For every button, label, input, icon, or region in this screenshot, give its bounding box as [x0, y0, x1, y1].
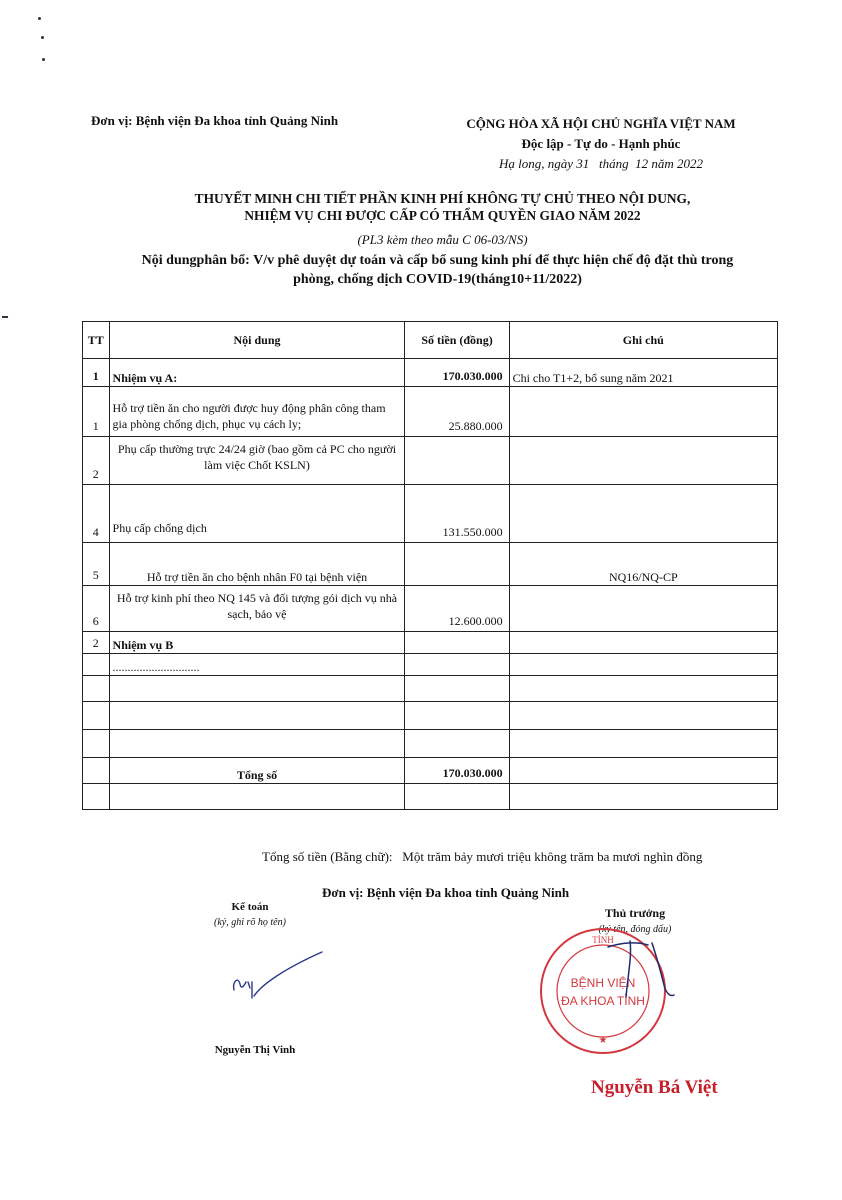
stamp-text-1: BỆNH VIỆN: [570, 976, 636, 990]
header-note: Ghi chú: [509, 322, 777, 359]
cell-amount: [405, 654, 509, 676]
stamp-text-2: ĐA KHOA TỈNH: [561, 994, 645, 1008]
head-name: Nguyễn Bá Việt: [591, 1077, 718, 1098]
cell-content: Hỗ trợ tiền ăn cho người được huy động phân công tham gia phòng chống dịch, phục vụ cách ly;: [109, 387, 405, 437]
budget-table: [82, 321, 778, 810]
footer-unit: Đơn vị: Bệnh viện Đa khoa tỉnh Quảng Ninh: [322, 885, 570, 900]
accountant-note: (ký, ghi rõ họ tên): [214, 917, 286, 928]
cell-note: Chi cho T1+2, bổ sung năm 2021: [509, 359, 777, 387]
table-row: [83, 632, 778, 654]
accountant-name: Nguyễn Thị Vinh: [214, 1044, 296, 1056]
cell-content: Phụ cấp thường trực 24/24 giờ (bao gồm cả PC cho người làm việc Chốt KSLN): [109, 437, 405, 485]
table-row: [83, 654, 778, 676]
table-row-empty: [83, 730, 778, 758]
header-tt: TT: [83, 322, 110, 359]
total-in-words: Tổng số tiền (Bằng chữ): Một trăm bảy mươi triệu không trăm ba mươi nghìn đồng: [262, 849, 703, 864]
cell-amount: 131.550.000: [405, 485, 509, 543]
table-header-row: [83, 322, 778, 359]
scan-speck: [38, 17, 41, 20]
table-row-empty: [83, 702, 778, 730]
cell-note: NQ16/NQ-CP: [509, 543, 777, 586]
table-row-empty: [83, 784, 778, 810]
cell-tt: 2: [83, 632, 110, 654]
header-amount: Số tiền (đồng): [405, 322, 509, 359]
cell-amount: [405, 437, 509, 485]
svg-text:TỈNH: TỈNH: [592, 935, 614, 945]
cell-note: [509, 632, 777, 654]
table-row: [83, 359, 778, 387]
doc-title-line2: NHIỆM VỤ CHI ĐƯỢC CẤP CÓ THẨM QUYỀN GIAO NĂM 2022: [244, 208, 641, 223]
cell-note: [509, 485, 777, 543]
cell-tt: 1: [83, 359, 110, 387]
nation-name: CỘNG HÒA XÃ HỘI CHỦ NGHĨA VIỆT NAM: [466, 116, 736, 131]
allocation-content-line1: Nội dungphân bổ: V/v phê duyệt dự toán và cấp bổ sung kinh phí để thực hiện chế độ đặt thù trong: [141, 253, 734, 268]
table-total-row: [83, 758, 778, 784]
scan-speck: [42, 58, 45, 61]
national-motto: Độc lập - Tự do - Hạnh phúc: [521, 136, 681, 151]
svg-text:★: ★: [598, 1035, 608, 1046]
cell-content: Phụ cấp chống dịch: [109, 485, 405, 543]
cell-tt: 1: [83, 387, 110, 437]
total-label: Tổng số: [109, 758, 405, 784]
scan-mark: [2, 316, 8, 318]
cell-content: .............................: [109, 654, 405, 676]
cell-amount: 170.030.000: [405, 359, 509, 387]
head-note: (ký tên, đóng dấu): [598, 924, 672, 935]
document-date: Hạ long, ngày 31 tháng 12 năm 2022: [498, 156, 704, 171]
cell-content: Hỗ trợ tiền ăn cho bệnh nhân F0 tại bệnh viện: [109, 543, 405, 586]
cell-note: [509, 437, 777, 485]
table-row: [83, 437, 778, 485]
cell-amount: 25.880.000: [405, 387, 509, 437]
table-row: [83, 485, 778, 543]
cell-note: [509, 586, 777, 632]
cell-tt: 2: [83, 437, 110, 485]
cell-amount: 12.600.000: [405, 586, 509, 632]
cell-amount: [405, 632, 509, 654]
table-row-empty: [83, 676, 778, 702]
unit-name: Đơn vị: Bệnh viện Đa khoa tỉnh Quảng Ninh: [91, 113, 339, 128]
cell-note: [509, 654, 777, 676]
cell-tt: [83, 654, 110, 676]
form-note: (PL3 kèm theo mẫu C 06-03/NS): [357, 232, 528, 247]
cell-note: [509, 387, 777, 437]
cell-tt: 6: [83, 586, 110, 632]
total-amount: 170.030.000: [405, 758, 509, 784]
scan-speck: [41, 36, 44, 39]
cell-tt: 4: [83, 485, 110, 543]
table-row: [83, 387, 778, 437]
table-row: [83, 543, 778, 586]
head-signature: [600, 935, 680, 1015]
doc-title-line1: THUYẾT MINH CHI TIẾT PHẦN KINH PHÍ KHÔNG TỰ CHỦ THEO NỘI DUNG,: [194, 191, 691, 206]
table-row: [83, 586, 778, 632]
accountant-signature: [228, 948, 328, 1008]
cell-content: Nhiệm vụ B: [109, 632, 405, 654]
allocation-content-line2: phòng, chống dịch COVID-19(tháng10+11/2022): [293, 272, 582, 287]
cell-content: Hỗ trợ kinh phí theo NQ 145 và đối tượng gói dịch vụ nhà sạch, bảo vệ: [109, 586, 405, 632]
cell-amount: [405, 543, 509, 586]
head-title: Thủ trưởng: [604, 906, 666, 920]
cell-content: Nhiệm vụ A:: [109, 359, 405, 387]
cell-tt: 5: [83, 543, 110, 586]
header-content: Nội dung: [109, 322, 405, 359]
accountant-title: Kế toán: [231, 901, 269, 913]
